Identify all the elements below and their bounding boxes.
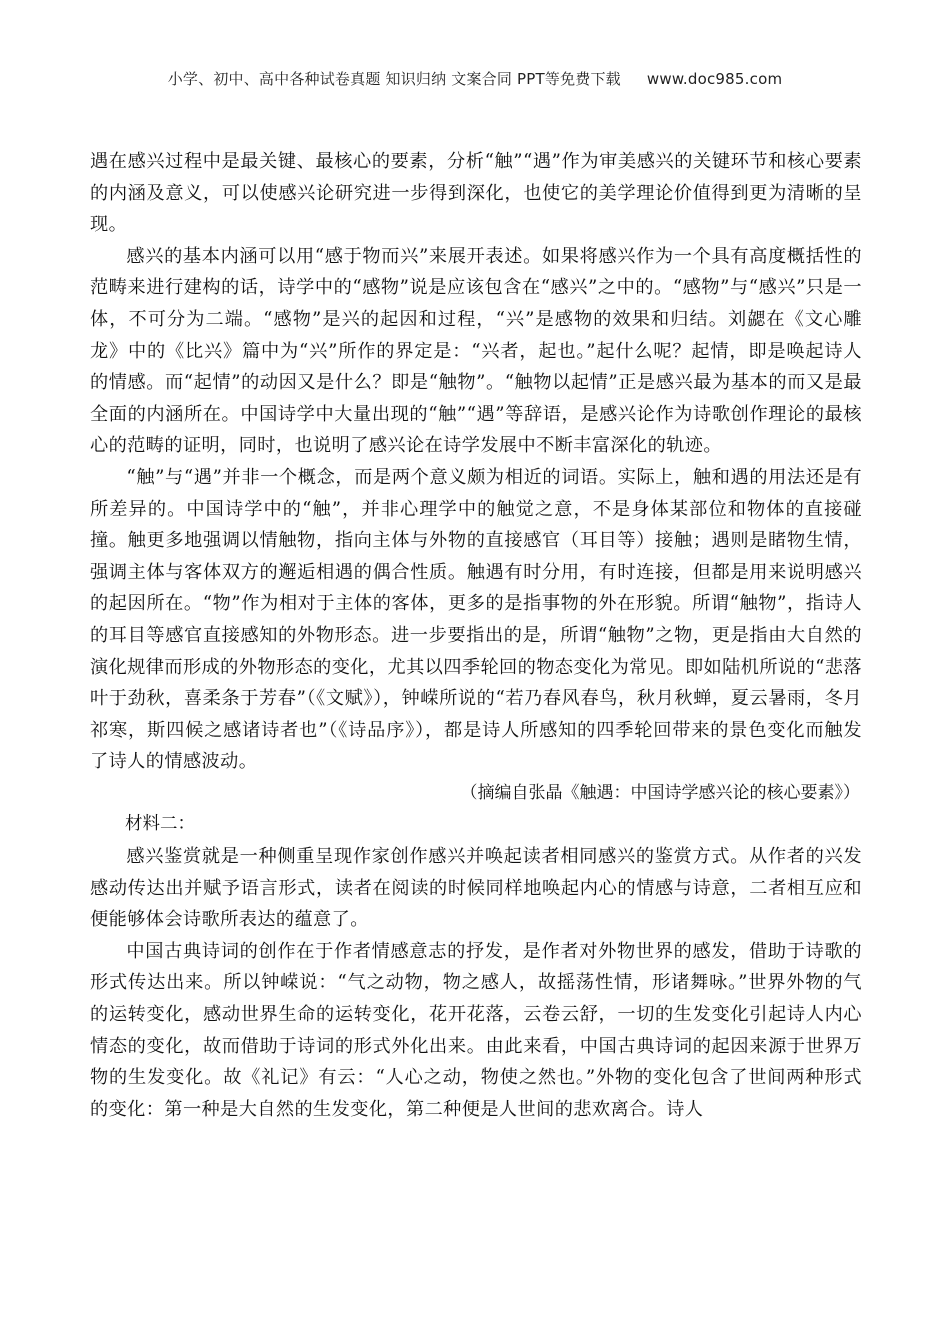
source-citation: （摘编自张晶《触遇：中国诗学感兴论的核心要素》）: [460, 782, 860, 803]
material-label: 材料二：: [125, 814, 195, 835]
paragraph-continued: 遇在感兴过程中是最关键、最核心的要素，分析“触”“遇”作为审美感兴的关键环节和核心要素的内涵及意义，可以使感兴论研究进一步得到深化，也使它的美学理论价值得到更为清晰的呈现。: [90, 151, 862, 236]
header-text: 小学、初中、高中各种试卷真题 知识归纳 文案合同 PPT等免费下载: [167, 70, 621, 88]
article-body: [90, 146, 862, 1125]
paragraph: 中国古典诗词的创作在于作者情感意志的抒发，是作者对外物世界的感发，借助于诗歌的形式传达出来。所以钟嵘说：“气之动物，物之感人，故摇荡性情，形诸舞咏。”世界外物的气的运转变化，感动世界生命的运转变化，花开花落，云卷云舒，一切的生发变化引起诗人内心情态的变化，故而借助于诗词的形式外化出来。由此来看，中国古典诗词的起因来源于世界万物的生发变化。故《礼记》有云：“人心之动，物使之然也。”外物的变化包含了世间两种形式的变化：第一种是大自然的生发变化，第二种便是人世间的悲欢离合。诗人: [90, 940, 862, 1120]
page-header: [0, 68, 950, 89]
header-site-link[interactable]: www.doc985.com: [646, 70, 783, 88]
paragraph: 感兴的基本内涵可以用“感于物而兴”来展开表述。如果将感兴作为一个具有高度概括性的范畴来进行建构的话，诗学中的“感物”说是应该包含在“感兴”之中的。“感物”与“感兴”只是一体，不可分为二端。“感物”是兴的起因和过程，“兴”是感物的效果和归结。刘勰在《文心雕龙》中的《比兴》篇中为“兴”所作的界定是：“兴者，起也。”起什么呢？起情，即是唤起诗人的情感。而“起情”的动因又是什么？即是“触物”。“触物以起情”正是感兴最为基本的而又是最全面的内涵所在。中国诗学中大量出现的“触”“遇”等辞语，是感兴论作为诗歌创作理论的最核心的范畴的证明，同时，也说明了感兴论在诗学发展中不断丰富深化的轨迹。: [90, 245, 862, 457]
paragraph: “触”与“遇”并非一个概念，而是两个意义颇为相近的词语。实际上，触和遇的用法还是有所差异的。中国诗学中的“触”，并非心理学中的触觉之意，不是身体某部位和物体的直接碰撞。触更多地强调以情触物，指向主体与外物的直接感官（耳目等）接触；遇则是睹物生情，强调主体与客体双方的邂逅相遇的偶合性质。触遇有时分用，有时连接，但都是用来说明感兴的起因所在。“物”作为相对于主体的客体，更多的是指事物的外在形貌。所谓“触物”，指诗人的耳目等感官直接感知的外物形态。进一步要指出的是，所谓“触物”之物，更是指由大自然的演化规律而形成的外物形态的变化，尤其以四季轮回的物态变化为常见。即如陆机所说的“悲落叶于劲秋，喜柔条于芳春”（《文赋》），钟嵘所说的“若乃春风春鸟，秋月秋蝉，夏云暑雨，冬月祁寒，斯四候之感诸诗者也”（《诗品序》），都是诗人所感知的四季轮回带来的景色变化而触发了诗人的情感波动。: [90, 466, 862, 773]
paragraph: 感兴鉴赏就是一种侧重呈现作家创作感兴并唤起读者相同感兴的鉴赏方式。从作者的兴发感动传达出并赋予语言形式，读者在阅读的时候同样地唤起内心的情感与诗意，二者相互应和便能够体会诗歌所表达的蕴意了。: [90, 846, 862, 931]
